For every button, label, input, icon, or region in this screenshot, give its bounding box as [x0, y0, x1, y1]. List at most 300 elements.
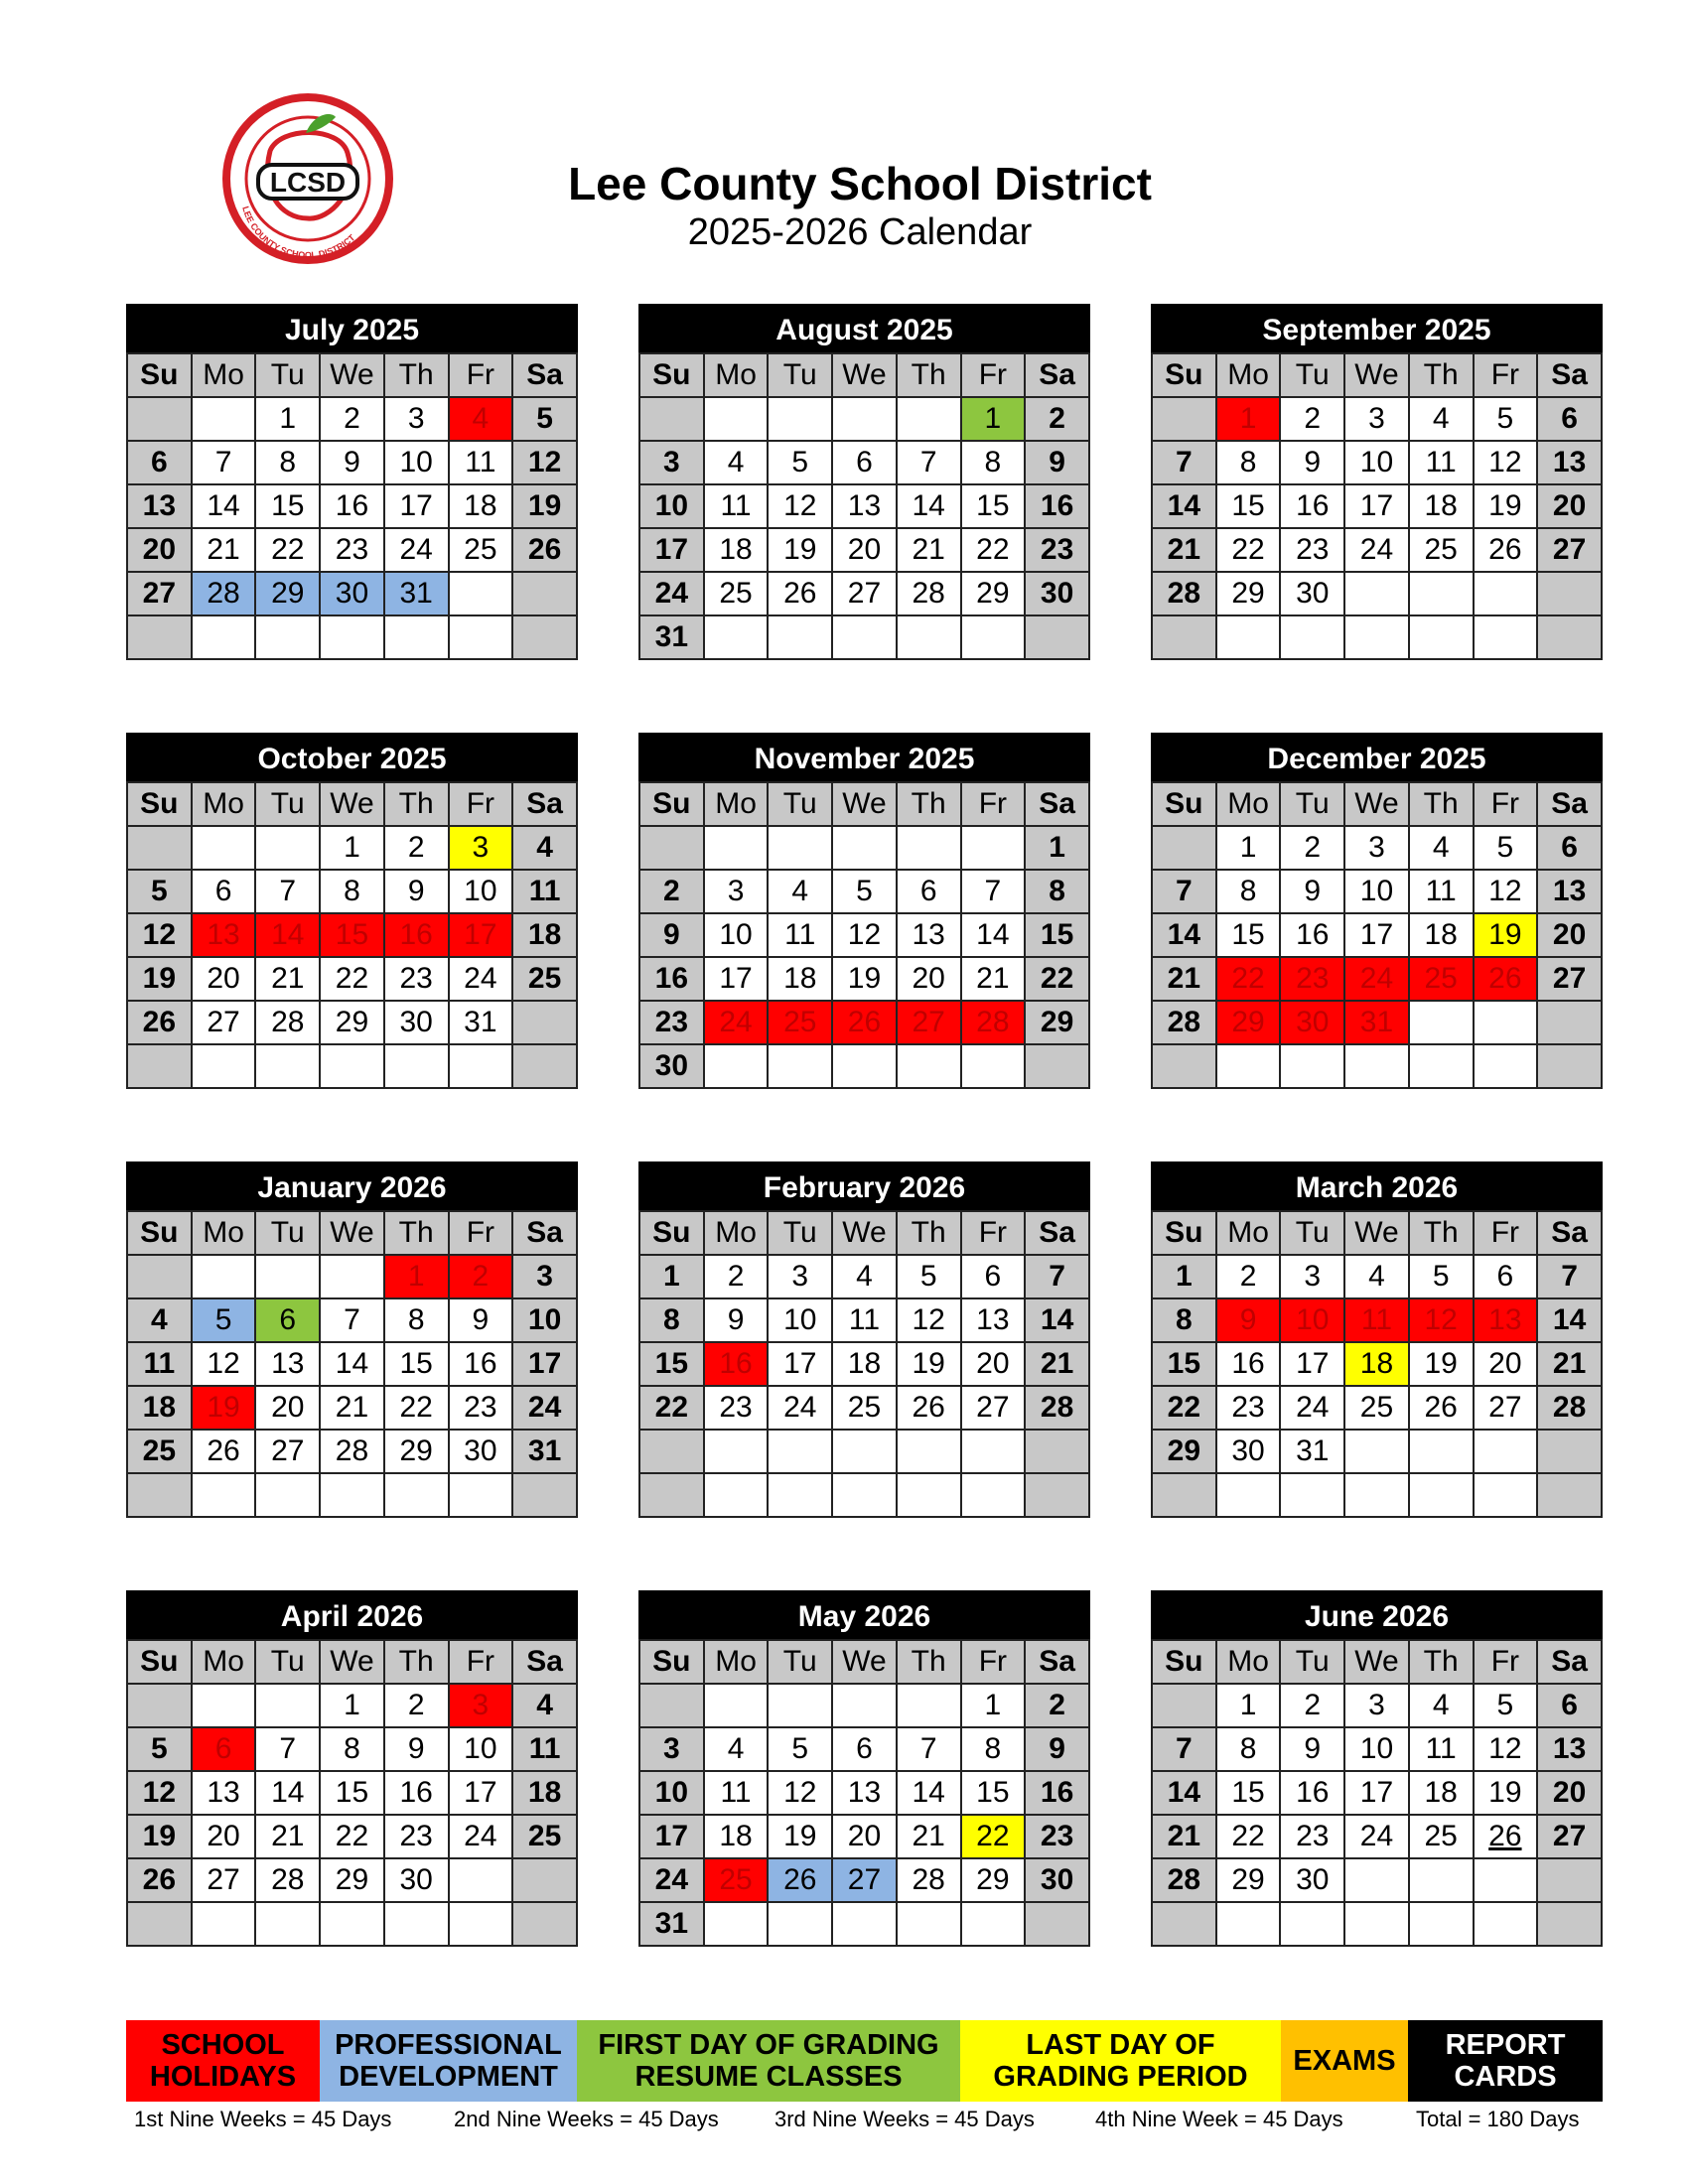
day-cell: 29 — [1216, 1001, 1281, 1044]
day-cell: 1 — [639, 1255, 704, 1298]
weekday-label: We — [1344, 1640, 1409, 1684]
day-cell: 20 — [192, 957, 256, 1001]
weekday-label: Fr — [1474, 1211, 1538, 1255]
day-cell: 2 — [1280, 397, 1344, 441]
day-cell: 8 — [1152, 1298, 1216, 1342]
day-cell — [192, 1684, 256, 1727]
day-cell: 19 — [1474, 913, 1538, 957]
day-cell: 19 — [512, 484, 577, 528]
day-cell: 23 — [1280, 957, 1344, 1001]
day-cell: 22 — [1025, 957, 1089, 1001]
day-cell: 7 — [961, 870, 1026, 913]
day-cell — [1025, 1044, 1089, 1088]
day-cell — [512, 1044, 577, 1088]
weekday-label: Fr — [961, 1211, 1026, 1255]
day-cell — [704, 1684, 769, 1727]
weekday-label: Th — [897, 353, 961, 397]
day-cell: 18 — [1344, 1342, 1409, 1386]
day-cell: 15 — [1216, 1771, 1281, 1815]
day-cell: 5 — [1409, 1255, 1474, 1298]
day-cell: 1 — [961, 1684, 1026, 1727]
day-cell: 30 — [1025, 572, 1089, 615]
month-calendar — [126, 1161, 578, 1518]
day-cell — [832, 397, 897, 441]
day-cell: 7 — [1152, 1727, 1216, 1771]
weekday-label: Sa — [1537, 782, 1602, 826]
day-cell: 25 — [1409, 1815, 1474, 1858]
day-cell: 28 — [1537, 1386, 1602, 1430]
day-cell: 5 — [1474, 1684, 1538, 1727]
day-cell: 17 — [512, 1342, 577, 1386]
day-cell: 1 — [961, 397, 1026, 441]
weekday-label: Sa — [512, 1640, 577, 1684]
day-cell: 24 — [1344, 957, 1409, 1001]
day-cell: 14 — [897, 1771, 961, 1815]
day-cell: 22 — [1152, 1386, 1216, 1430]
day-cell: 2 — [1216, 1255, 1281, 1298]
weekday-label: Tu — [1280, 1640, 1344, 1684]
day-cell — [1537, 1001, 1602, 1044]
day-cell: 12 — [127, 1771, 192, 1815]
day-cell — [1344, 1902, 1409, 1946]
day-cell: 17 — [1344, 1771, 1409, 1815]
total-label: 1st Nine Weeks = 45 Days — [134, 2107, 392, 2131]
day-cell: 17 — [1344, 484, 1409, 528]
day-cell: 6 — [127, 441, 192, 484]
day-cell: 7 — [897, 1727, 961, 1771]
day-cell — [961, 1473, 1026, 1517]
weekday-label: We — [1344, 353, 1409, 397]
day-cell: 26 — [512, 528, 577, 572]
day-cell: 28 — [961, 1001, 1026, 1044]
day-cell: 20 — [1537, 913, 1602, 957]
weekday-label: Tu — [255, 1640, 320, 1684]
month-calendar — [126, 1590, 578, 1947]
month-calendar — [126, 733, 578, 1089]
day-cell: 6 — [1474, 1255, 1538, 1298]
day-cell: 14 — [1152, 484, 1216, 528]
day-cell — [768, 826, 832, 870]
day-cell — [1216, 1473, 1281, 1517]
day-cell — [384, 1902, 449, 1946]
day-cell: 6 — [192, 870, 256, 913]
day-cell: 10 — [1280, 1298, 1344, 1342]
day-cell: 11 — [449, 441, 513, 484]
day-cell: 28 — [255, 1858, 320, 1902]
day-cell: 18 — [1409, 484, 1474, 528]
weekday-label: Th — [384, 1640, 449, 1684]
day-cell: 30 — [639, 1044, 704, 1088]
weekday-label: Su — [127, 1211, 192, 1255]
day-cell: 3 — [1344, 826, 1409, 870]
day-cell: 30 — [320, 572, 384, 615]
day-cell: 15 — [1025, 913, 1089, 957]
day-cell: 1 — [1025, 826, 1089, 870]
weekday-label: Mo — [192, 782, 256, 826]
day-cell — [1474, 1858, 1538, 1902]
day-cell: 4 — [1344, 1255, 1409, 1298]
day-cell — [1025, 1430, 1089, 1473]
day-cell: 23 — [1025, 1815, 1089, 1858]
day-cell: 3 — [1344, 1684, 1409, 1727]
day-cell: 13 — [1537, 870, 1602, 913]
day-cell — [1537, 1473, 1602, 1517]
day-cell: 11 — [1344, 1298, 1409, 1342]
day-cell — [704, 826, 769, 870]
weekday-label: Tu — [768, 1211, 832, 1255]
day-cell — [1344, 1430, 1409, 1473]
day-cell: 10 — [639, 484, 704, 528]
day-cell — [1216, 615, 1281, 659]
day-cell: 19 — [1474, 484, 1538, 528]
day-cell — [512, 572, 577, 615]
day-cell: 7 — [255, 870, 320, 913]
day-cell: 14 — [255, 913, 320, 957]
weekday-label: We — [1344, 1211, 1409, 1255]
day-cell: 27 — [897, 1001, 961, 1044]
day-cell: 10 — [1344, 1727, 1409, 1771]
day-cell: 7 — [1537, 1255, 1602, 1298]
day-cell: 25 — [512, 957, 577, 1001]
month-title: February 2026 — [638, 1161, 1090, 1210]
day-cell: 13 — [192, 913, 256, 957]
day-cell: 12 — [1409, 1298, 1474, 1342]
day-cell: 6 — [897, 870, 961, 913]
day-cell: 22 — [1216, 957, 1281, 1001]
day-cell: 27 — [1537, 957, 1602, 1001]
day-cell: 8 — [961, 441, 1026, 484]
day-cell — [961, 615, 1026, 659]
weekday-label: Sa — [512, 353, 577, 397]
weekday-label: Su — [1152, 782, 1216, 826]
day-cell — [192, 1044, 256, 1088]
day-cell — [127, 1044, 192, 1088]
day-cell: 14 — [1025, 1298, 1089, 1342]
day-cell: 30 — [384, 1001, 449, 1044]
day-cell: 22 — [1216, 1815, 1281, 1858]
month-title: July 2025 — [126, 304, 578, 352]
day-cell: 15 — [961, 1771, 1026, 1815]
day-cell: 12 — [192, 1342, 256, 1386]
day-cell — [192, 1902, 256, 1946]
day-cell — [320, 615, 384, 659]
weekday-label: Mo — [704, 782, 769, 826]
day-cell — [512, 1858, 577, 1902]
day-cell: 4 — [512, 826, 577, 870]
day-cell: 26 — [897, 1386, 961, 1430]
day-cell — [449, 1473, 513, 1517]
day-cell: 17 — [449, 913, 513, 957]
weekday-label: Tu — [255, 1211, 320, 1255]
day-cell — [449, 615, 513, 659]
day-cell — [512, 1473, 577, 1517]
day-cell: 13 — [192, 1771, 256, 1815]
day-cell: 16 — [1216, 1342, 1281, 1386]
day-cell: 21 — [320, 1386, 384, 1430]
day-cell: 15 — [1216, 484, 1281, 528]
day-cell: 20 — [1474, 1342, 1538, 1386]
weekday-label: Su — [639, 353, 704, 397]
day-cell: 22 — [320, 957, 384, 1001]
day-cell: 4 — [768, 870, 832, 913]
day-cell: 29 — [1216, 1858, 1281, 1902]
day-cell — [1537, 1902, 1602, 1946]
day-cell: 12 — [1474, 441, 1538, 484]
day-cell: 16 — [1280, 484, 1344, 528]
day-cell: 30 — [1280, 1001, 1344, 1044]
day-cell: 2 — [704, 1255, 769, 1298]
day-cell: 11 — [1409, 870, 1474, 913]
day-cell: 15 — [255, 484, 320, 528]
day-cell: 23 — [1280, 528, 1344, 572]
month-calendar — [1151, 1161, 1603, 1518]
day-cell: 1 — [384, 1255, 449, 1298]
legend-item: LAST DAY OF GRADING PERIOD — [960, 2020, 1281, 2102]
day-cell — [449, 1044, 513, 1088]
day-cell: 9 — [1280, 1727, 1344, 1771]
weekday-label: Mo — [1216, 782, 1281, 826]
day-cell: 12 — [832, 913, 897, 957]
weekday-label: Mo — [1216, 353, 1281, 397]
weekday-label: We — [320, 1640, 384, 1684]
day-cell — [255, 1684, 320, 1727]
day-cell: 13 — [255, 1342, 320, 1386]
day-cell: 24 — [1280, 1386, 1344, 1430]
day-cell: 5 — [768, 1727, 832, 1771]
day-cell — [961, 1430, 1026, 1473]
day-cell — [1152, 615, 1216, 659]
day-cell: 5 — [897, 1255, 961, 1298]
day-cell: 25 — [127, 1430, 192, 1473]
day-cell: 5 — [127, 870, 192, 913]
day-cell: 8 — [1216, 870, 1281, 913]
weekday-label: Su — [639, 1640, 704, 1684]
day-cell: 28 — [897, 572, 961, 615]
day-cell: 27 — [192, 1858, 256, 1902]
day-cell: 15 — [320, 913, 384, 957]
day-cell: 9 — [384, 1727, 449, 1771]
day-cell — [768, 1430, 832, 1473]
weekday-label: Su — [1152, 1640, 1216, 1684]
weekday-label: Tu — [768, 1640, 832, 1684]
day-cell — [832, 1684, 897, 1727]
day-cell: 3 — [449, 826, 513, 870]
day-cell — [897, 615, 961, 659]
day-cell: 20 — [897, 957, 961, 1001]
day-cell: 3 — [1344, 397, 1409, 441]
day-cell: 24 — [449, 1815, 513, 1858]
day-cell: 18 — [832, 1342, 897, 1386]
day-cell: 28 — [320, 1430, 384, 1473]
weekday-label: Mo — [192, 353, 256, 397]
day-cell: 16 — [384, 913, 449, 957]
day-cell: 9 — [639, 913, 704, 957]
day-cell — [1152, 397, 1216, 441]
day-cell: 25 — [1344, 1386, 1409, 1430]
day-cell — [639, 1430, 704, 1473]
weekday-label: Su — [127, 1640, 192, 1684]
weekday-label: Mo — [704, 1640, 769, 1684]
day-cell: 16 — [384, 1771, 449, 1815]
day-cell: 23 — [1025, 528, 1089, 572]
weekday-label: We — [320, 353, 384, 397]
weekday-label: Th — [897, 1211, 961, 1255]
day-cell: 8 — [320, 1727, 384, 1771]
day-cell: 17 — [1280, 1342, 1344, 1386]
day-cell: 16 — [1025, 484, 1089, 528]
day-cell — [1025, 615, 1089, 659]
day-cell: 31 — [512, 1430, 577, 1473]
day-cell: 29 — [1152, 1430, 1216, 1473]
day-cell: 10 — [768, 1298, 832, 1342]
day-cell — [1152, 826, 1216, 870]
day-cell — [704, 615, 769, 659]
day-cell — [512, 1902, 577, 1946]
day-cell: 27 — [1474, 1386, 1538, 1430]
day-cell — [384, 1473, 449, 1517]
day-cell: 19 — [127, 1815, 192, 1858]
day-cell — [768, 397, 832, 441]
day-cell: 27 — [961, 1386, 1026, 1430]
day-cell: 4 — [449, 397, 513, 441]
day-cell: 11 — [704, 1771, 769, 1815]
weekday-label: Th — [1409, 782, 1474, 826]
day-cell — [255, 826, 320, 870]
day-cell: 4 — [1409, 397, 1474, 441]
day-cell: 28 — [1152, 1001, 1216, 1044]
day-cell — [704, 1473, 769, 1517]
legend — [126, 2020, 1603, 2102]
day-cell: 17 — [639, 1815, 704, 1858]
day-cell — [1025, 1473, 1089, 1517]
weekday-label: Fr — [1474, 782, 1538, 826]
day-cell: 4 — [832, 1255, 897, 1298]
day-cell: 24 — [639, 1858, 704, 1902]
day-cell: 19 — [768, 1815, 832, 1858]
day-cell: 6 — [961, 1255, 1026, 1298]
day-cell: 21 — [897, 528, 961, 572]
weekday-label: Th — [1409, 1640, 1474, 1684]
day-cell: 26 — [768, 572, 832, 615]
day-cell — [704, 1430, 769, 1473]
day-cell: 28 — [1152, 572, 1216, 615]
day-cell: 2 — [384, 1684, 449, 1727]
day-cell: 10 — [449, 870, 513, 913]
day-cell: 14 — [1537, 1298, 1602, 1342]
day-cell: 21 — [192, 528, 256, 572]
day-cell — [1152, 1473, 1216, 1517]
total-label: Total = 180 Days — [1416, 2107, 1580, 2131]
day-cell — [768, 1902, 832, 1946]
day-cell: 17 — [768, 1342, 832, 1386]
day-cell: 14 — [320, 1342, 384, 1386]
day-cell: 25 — [1409, 528, 1474, 572]
day-cell: 8 — [384, 1298, 449, 1342]
day-cell: 29 — [1216, 572, 1281, 615]
day-cell: 20 — [1537, 484, 1602, 528]
day-cell — [897, 826, 961, 870]
day-cell — [1344, 1473, 1409, 1517]
day-cell: 25 — [768, 1001, 832, 1044]
day-cell — [1344, 1858, 1409, 1902]
day-cell: 20 — [832, 1815, 897, 1858]
day-cell: 8 — [961, 1727, 1026, 1771]
day-cell — [897, 1044, 961, 1088]
month-calendar — [1151, 304, 1603, 660]
day-cell: 24 — [449, 957, 513, 1001]
day-cell: 23 — [1216, 1386, 1281, 1430]
day-cell: 27 — [192, 1001, 256, 1044]
month-title: May 2026 — [638, 1590, 1090, 1639]
day-cell: 14 — [1152, 1771, 1216, 1815]
day-cell: 3 — [384, 397, 449, 441]
weekday-label: Sa — [1537, 353, 1602, 397]
day-cell: 2 — [1025, 1684, 1089, 1727]
day-cell: 15 — [1216, 913, 1281, 957]
day-cell: 11 — [512, 870, 577, 913]
day-cell: 16 — [449, 1342, 513, 1386]
day-cell: 12 — [512, 441, 577, 484]
day-cell — [1537, 615, 1602, 659]
day-cell: 19 — [1474, 1771, 1538, 1815]
day-cell — [320, 1255, 384, 1298]
day-cell: 13 — [897, 913, 961, 957]
day-cell: 1 — [1216, 826, 1281, 870]
month-title: April 2026 — [126, 1590, 578, 1639]
day-cell: 23 — [639, 1001, 704, 1044]
day-cell: 2 — [449, 1255, 513, 1298]
day-cell: 19 — [832, 957, 897, 1001]
day-cell: 29 — [320, 1858, 384, 1902]
weekday-label: Su — [127, 353, 192, 397]
month-calendar — [1151, 1590, 1603, 1947]
legend-item: SCHOOL HOLIDAYS — [126, 2020, 320, 2102]
day-cell: 20 — [127, 528, 192, 572]
weekday-label: We — [832, 1640, 897, 1684]
day-cell: 21 — [1537, 1342, 1602, 1386]
day-cell: 3 — [639, 441, 704, 484]
day-cell: 22 — [384, 1386, 449, 1430]
day-cell — [1216, 1044, 1281, 1088]
day-cell: 14 — [192, 484, 256, 528]
day-cell: 23 — [704, 1386, 769, 1430]
day-cell: 4 — [704, 441, 769, 484]
weekday-label: Mo — [192, 1211, 256, 1255]
weekday-label: Fr — [449, 353, 513, 397]
day-cell: 25 — [704, 572, 769, 615]
day-cell — [192, 615, 256, 659]
day-cell: 26 — [192, 1430, 256, 1473]
day-cell: 2 — [384, 826, 449, 870]
weekday-label: Su — [1152, 353, 1216, 397]
day-cell — [1409, 1858, 1474, 1902]
day-cell: 2 — [1280, 826, 1344, 870]
day-cell — [768, 1044, 832, 1088]
day-cell — [1409, 615, 1474, 659]
weekday-label: Tu — [255, 353, 320, 397]
weekday-label: We — [832, 782, 897, 826]
day-cell: 17 — [639, 528, 704, 572]
day-cell — [897, 1902, 961, 1946]
day-cell: 5 — [768, 441, 832, 484]
day-cell: 9 — [384, 870, 449, 913]
day-cell: 18 — [768, 957, 832, 1001]
day-cell: 21 — [961, 957, 1026, 1001]
day-cell — [255, 1473, 320, 1517]
day-cell: 22 — [961, 1815, 1026, 1858]
day-cell — [449, 1858, 513, 1902]
day-cell: 5 — [512, 397, 577, 441]
